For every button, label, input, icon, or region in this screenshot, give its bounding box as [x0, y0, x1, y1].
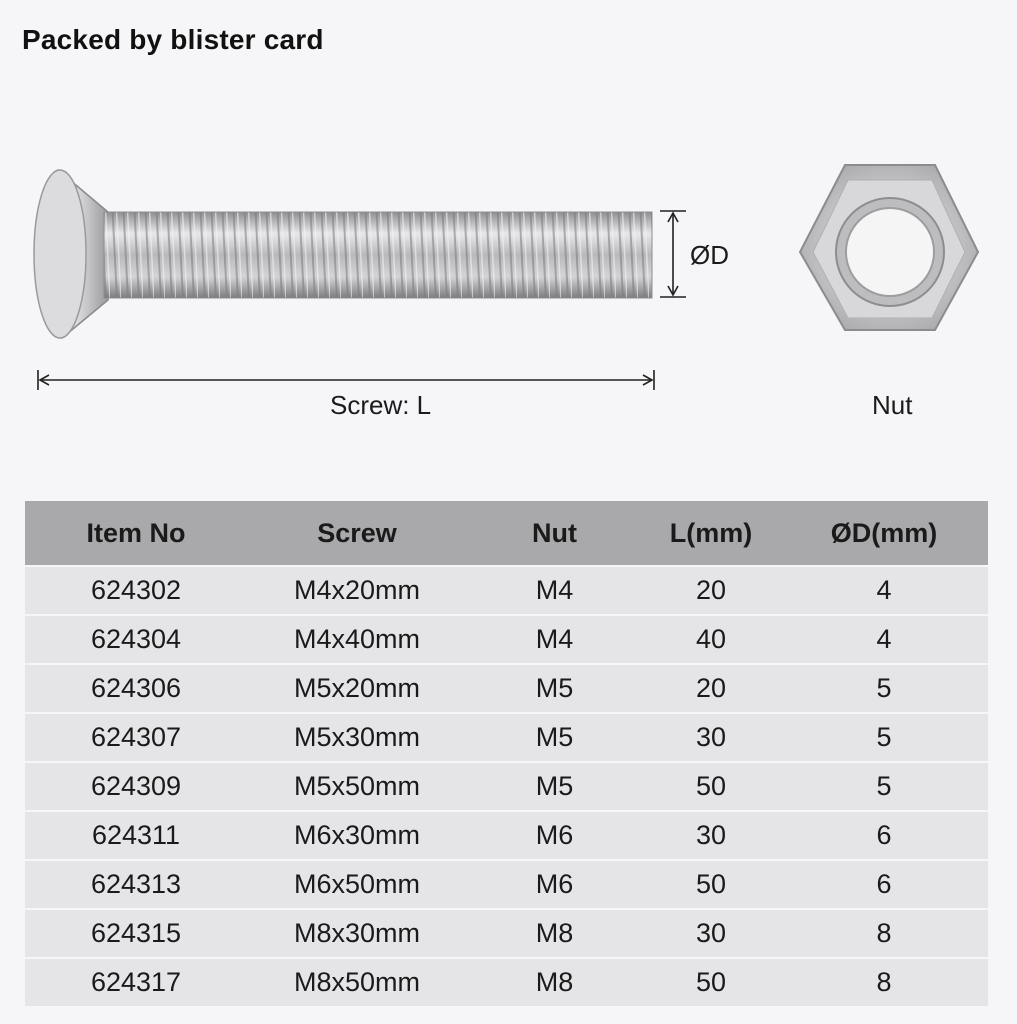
item-no-cell: 624313 — [25, 860, 247, 909]
diameter-cell: 4 — [780, 615, 988, 664]
item-no-cell: 624306 — [25, 664, 247, 713]
screw-cell: M4x40mm — [247, 615, 467, 664]
length-cell: 50 — [642, 860, 780, 909]
nut-cell: M5 — [467, 664, 642, 713]
header-diameter: ØD(mm) — [780, 501, 988, 566]
item-no-cell: 624311 — [25, 811, 247, 860]
length-cell: 20 — [642, 566, 780, 615]
hex-nut — [800, 165, 978, 330]
page-title: Packed by blister card — [22, 24, 324, 55]
length-cell: 30 — [642, 909, 780, 958]
diameter-dimension — [660, 211, 686, 297]
table-row — [25, 566, 988, 615]
screw-and-nut-illustration — [0, 0, 1017, 480]
table-row — [25, 958, 988, 1006]
nut-cell: M5 — [467, 713, 642, 762]
item-no-cell: 624315 — [25, 909, 247, 958]
table-row — [25, 909, 988, 958]
screw-cell: M6x50mm — [247, 860, 467, 909]
item-no-cell: 624317 — [25, 958, 247, 1006]
screw-length-caption: Screw: L — [330, 390, 432, 420]
table-row — [25, 860, 988, 909]
table-row — [25, 615, 988, 664]
diameter-cell: 5 — [780, 664, 988, 713]
diameter-cell: 4 — [780, 566, 988, 615]
length-cell: 50 — [642, 958, 780, 1006]
screw-cell: M5x50mm — [247, 762, 467, 811]
diameter-cell: 6 — [780, 860, 988, 909]
diameter-cell: 8 — [780, 958, 988, 1006]
screw-cell: M4x20mm — [247, 566, 467, 615]
nut-cell: M8 — [467, 958, 642, 1006]
header-screw: Screw — [247, 501, 467, 566]
length-cell: 30 — [642, 713, 780, 762]
item-no-cell: 624302 — [25, 566, 247, 615]
item-no-cell: 624309 — [25, 762, 247, 811]
length-cell: 20 — [642, 664, 780, 713]
nut-caption: Nut — [872, 390, 913, 420]
nut-cell: M4 — [467, 566, 642, 615]
length-cell: 40 — [642, 615, 780, 664]
table-row — [25, 762, 988, 811]
diameter-cell: 5 — [780, 762, 988, 811]
nut-cell: M6 — [467, 811, 642, 860]
length-cell: 30 — [642, 811, 780, 860]
header-length: L(mm) — [642, 501, 780, 566]
screw-shank — [104, 212, 652, 298]
diameter-cell: 6 — [780, 811, 988, 860]
spec-table — [25, 501, 988, 1006]
diameter-label: ØD — [690, 240, 729, 270]
table-row — [25, 811, 988, 860]
nut-cell: M6 — [467, 860, 642, 909]
nut-cell: M4 — [467, 615, 642, 664]
length-dimension — [38, 370, 654, 390]
screw-cell: M6x30mm — [247, 811, 467, 860]
table-header-row — [25, 501, 988, 566]
screw-cell: M8x30mm — [247, 909, 467, 958]
diameter-cell: 8 — [780, 909, 988, 958]
table-row — [25, 713, 988, 762]
header-nut: Nut — [467, 501, 642, 566]
item-no-cell: 624304 — [25, 615, 247, 664]
screw-cell: M5x30mm — [247, 713, 467, 762]
screw-head — [34, 170, 108, 338]
header-item-no: Item No — [25, 501, 247, 566]
table-row — [25, 664, 988, 713]
screw-cell: M5x20mm — [247, 664, 467, 713]
nut-cell: M5 — [467, 762, 642, 811]
length-cell: 50 — [642, 762, 780, 811]
diameter-cell: 5 — [780, 713, 988, 762]
nut-cell: M8 — [467, 909, 642, 958]
item-no-cell: 624307 — [25, 713, 247, 762]
screw-cell: M8x50mm — [247, 958, 467, 1006]
